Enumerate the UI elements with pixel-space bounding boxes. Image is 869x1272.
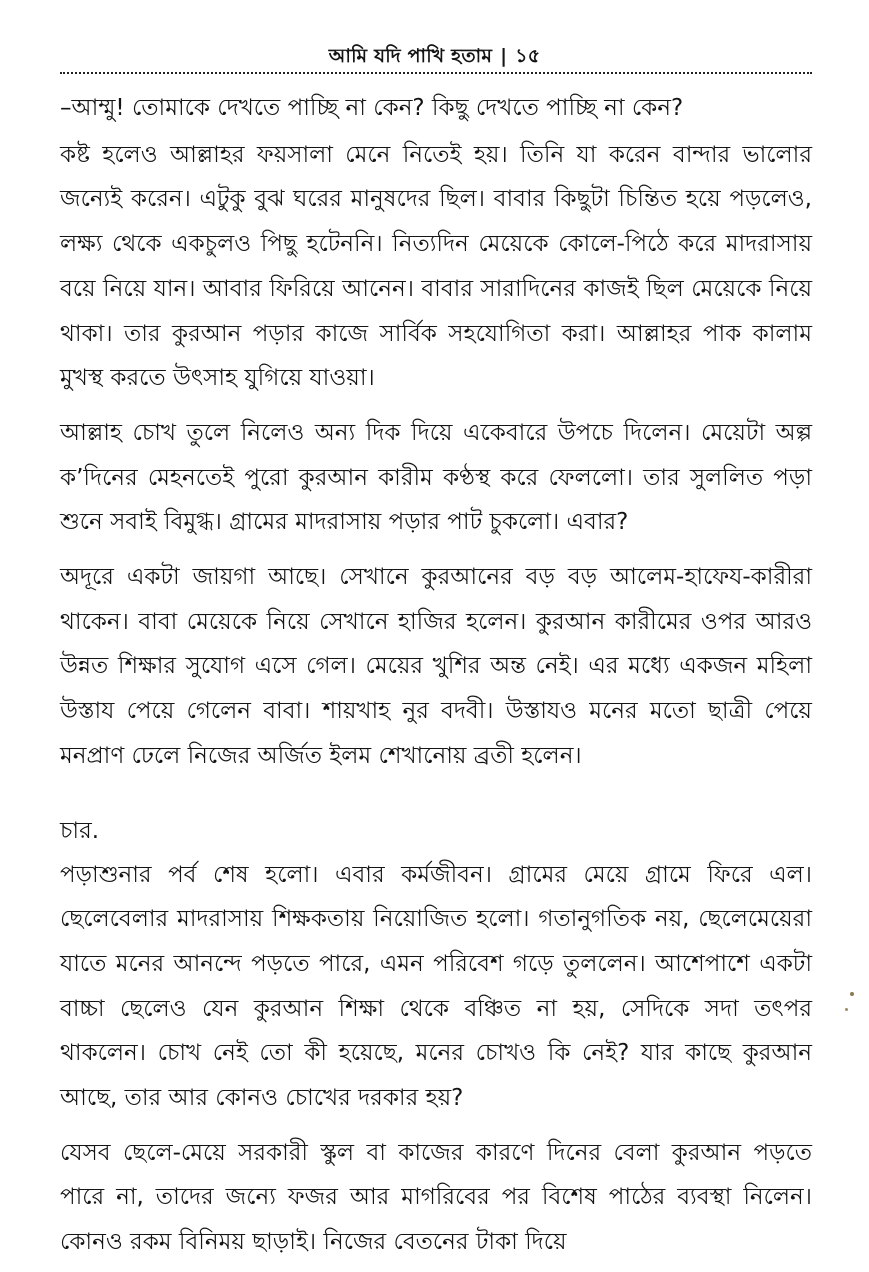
paper-speck bbox=[850, 992, 854, 996]
paragraph: আল্লাহ চোখ তুলে নিলেও অন্য দিক দিয়ে একেবারে উপচে দিলেন। মেয়েটা অল্প ক’দিনের মেহনতেই পুরো কুরআন কারীম কণ্ঠস্থ করে ফেললো। তার সুললিত পড়া শুনে সবাই বিমুগ্ধ। গ্রামের মাদরাসায় পড়ার পাট চুকলো। এবার? bbox=[60, 419, 812, 536]
section-heading: চার. bbox=[60, 817, 100, 844]
paragraph: কষ্ট হলেও আল্লাহর ফয়সালা মেনে নিতেই হয়। তিনি যা করেন বান্দার ভালোর জন্যেই করেন। এটুকু বুঝ ঘরের মানুষদের ছিল। বাবার কিছুটা চিন্তিত হয়ে পড়লেও, লক্ষ্য থেকে একচুলও পিছু হটেননি। নিত্যদিন মেয়েকে কোলে-পিঠে করে মাদরাসায় বয়ে নিয়ে যান। আবার ফিরিয়ে আনেন। বাবার সারাদিনের কাজই ছিল মেয়েকে নিয়ে থাকা। তার কুরআন পড়ার কাজে সার্বিক সহযোগিতা করা। আল্লাহর পাক কালাম মুখস্থ করতে উৎসাহ যুগিয়ে যাওয়া। bbox=[60, 141, 812, 392]
book-title: আমি যদি পাখি হতাম bbox=[328, 45, 493, 67]
page-number: ১৫ bbox=[515, 45, 541, 67]
body-text bbox=[60, 86, 812, 1272]
header-separator: | bbox=[500, 45, 508, 67]
dialogue-line: –আম্মু! তোমাকে দেখতে পাচ্ছি না কেন? কিছু দেখতে পাচ্ছি না কেন? bbox=[60, 95, 684, 121]
paragraph: যেসব ছেলে-মেয়ে সরকারী স্কুল বা কাজের কারণে দিনের বেলা কুরআন পড়তে পারে না, তাদের জন্যে ফজর আর মাগরিবের পর বিশেষ পাঠের ব্যবস্থা নিলেন। কোনও রকম বিনিময় ছাড়াই। নিজের বেতনের টাকা দিয়ে bbox=[60, 1139, 812, 1256]
paper-speck bbox=[845, 1008, 848, 1011]
running-head bbox=[0, 42, 869, 74]
paragraph: পড়াশুনার পর্ব শেষ হলো। এবার কর্মজীবন। গ্রামের মেয়ে গ্রামে ফিরে এল। ছেলেবেলার মাদরাসায় শিক্ষকতায় নিয়োজিত হলো। গতানুগতিক নয়, ছেলেমেয়েরা যাতে মনের আনন্দে পড়তে পারে, এমন পরিবেশ গড়ে তুললেন। আশেপাশে একটা বাচ্চা ছেলেও যেন কুরআন শিক্ষা থেকে বঞ্চিত না হয়, সেদিকে সদা তৎপর থাকলেন। চোখ নেই তো কী হয়েছে, মনের চোখও কি নেই? যার কাছে কুরআন আছে, তার আর কোনও চোখের দরকার হয়? bbox=[60, 861, 812, 1112]
paragraph: অদূরে একটা জায়গা আছে। সেখানে কুরআনের বড় বড় আলেম-হাফেয-কারীরা থাকেন। বাবা মেয়েকে নিয়ে সেখানে হাজির হলেন। কুরআন কারীমের ওপর আরও উন্নত শিক্ষার সুযোগ এসে গেল। মেয়ের খুশির অন্ত নেই। এর মধ্যে একজন মহিলা উস্তায পেয়ে গেলেন বাবা। শায়খাহ নুর বদবী। উস্তাযও মনের মতো ছাত্রী পেয়ে মনপ্রাণ ঢেলে নিজের অর্জিত ইলম শেখানোয় ব্রতী হলেন। bbox=[60, 564, 812, 769]
header-dotted-rule bbox=[60, 72, 812, 74]
